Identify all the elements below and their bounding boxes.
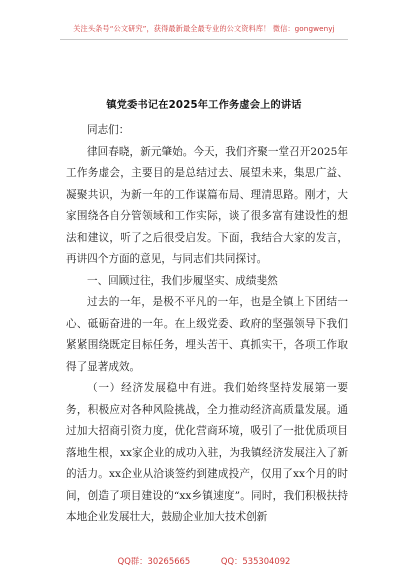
footer-contact — [0, 555, 408, 567]
header-divider — [60, 39, 348, 40]
footer-qq-number: QQ：535304092 — [220, 556, 291, 566]
document-body — [66, 120, 348, 529]
salutation: 同志们： — [87, 124, 130, 136]
section-heading-1: 一、回顾过往，我们步履坚实、成绩斐然 — [87, 274, 278, 287]
footer-qq-group: QQ群：30265665 — [117, 556, 191, 566]
paragraph-review: 过去的一年，是极不平凡的一年，也是全镇上下团结一心、砥砺奋进的一年。在上级党委、政府的坚强领导下我们紧紧围绕既定目标任务，埋头苦干、真抓实干，各项工作取得了显著成效。 — [66, 296, 348, 373]
paragraph-economy: （一）经济发展稳中有进。我们始终坚持发展第一要务，积极应对各种风险挑战，全力推动经济高质量发展。通过加大招商引资力度，优化营商环境，吸引了一批优质项目落地生根，xx家企业的成功入驻，为我镇经济发展注入了新的活力。xx企业从洽谈签约到建成投产，仅用了xx个月的时间，创造了项目建设的“xx乡镇速度”。同时，我们积极扶持本地企业发展壮大，鼓励企业加大技术创新 — [66, 382, 348, 523]
header-banner: 关注头条号“公文研究”，获得最新最全最专业的公文资料库！ 微信：gongwenyj — [73, 24, 335, 33]
document-title: 镇党委书记在2025年工作务虚会上的讲话 — [106, 100, 302, 111]
paragraph-opening: 律回春晓，新元肇始。今天，我们齐聚一堂召开2025年工作务虚会，主要目的是总结过去、展望未来，集思广益、凝聚共识，为新一年的工作谋篇布局、理清思路。刚才，大家围绕各自分管领域和工作实际，谈了很多富有建设性的想法和建议，听了之后很受启发。下面，我结合大家的发言，再讲四个方面的意见，与同志们共同探讨。 — [66, 145, 348, 265]
